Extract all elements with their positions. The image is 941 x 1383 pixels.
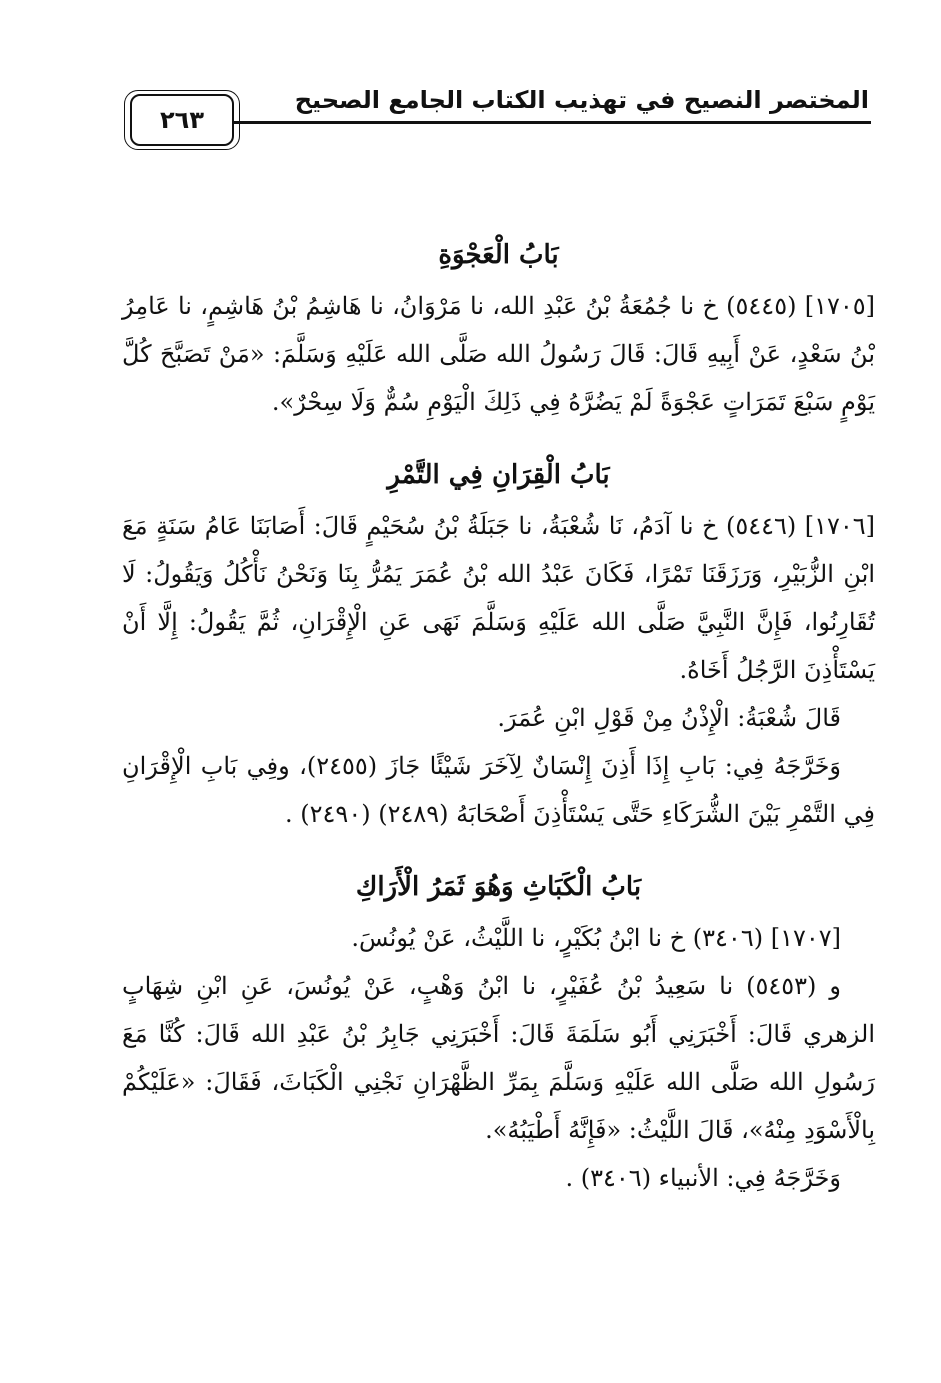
page-number: ٢٦٣ xyxy=(160,106,204,134)
page-number-box xyxy=(130,94,234,146)
page-body xyxy=(122,228,875,1202)
header-rule xyxy=(215,121,871,124)
hadith-1706: [١٧٠٦] (٥٤٤٦) خ نا آدَمُ، نَا شُعْبَةُ، نا جَبَلَةُ بْنُ سُحَيْمٍ قَالَ: أَصَابَنَا عَامُ سَنَةٍ مَعَ ابْنِ الزُّبَيْرِ، وَرَزَقَنَا تَمْرًا، فَكَانَ عَبْدُ الله بْنُ عُمَرَ يَمُرُّ بِنَا وَنَحْنُ نَأْكُلُ وَيَقُولُ: لَا تُقَارِنُوا، فَإِنَّ النَّبِيَّ صَلَّى الله عَلَيْهِ وَسَلَّمَ نَهَى عَنِ الْإِقْرَانِ، ثُمَّ يَقُولُ: إِلَّا أَنْ يَسْتَأْذِنَ الرَّجُلُ أَخَاهُ. xyxy=(122,512,875,684)
chapter-title-ajwa: بَابُ الْعَجْوَةِ xyxy=(438,240,559,270)
section-gap xyxy=(122,838,875,860)
chapter-title-kabath: بَابُ الْكَبَاثِ وَهُوَ ثَمَرُ الْأَرَاكِ xyxy=(355,872,642,902)
hadith-1707: [١٧٠٧] (٣٤٠٦) خ نا ابْنُ بُكَيْرٍ، نا اللَّيْثُ، عَنْ يُونُسَ. xyxy=(351,924,841,952)
takhrij-1707: وَخَرَّجَهُ فِي: الأنبياء (٣٤٠٦) . xyxy=(565,1164,841,1192)
hadith-1705: [١٧٠٥] (٥٤٤٥) خ نا جُمُعَةُ بْنُ عَبْدِ الله، نا مَرْوَانُ، نا هَاشِمُ بْنُ هَاشِمٍ، نا عَامِرُ بْنُ سَعْدٍ، عَنْ أَبِيهِ قَالَ: قَالَ رَسُولُ الله صَلَّى الله عَلَيْهِ وَسَلَّمَ: «مَنْ تَصَبَّحَ كُلَّ يَوْمٍ سَبْعَ تَمَرَاتٍ عَجْوَةً لَمْ يَضُرَّهُ فِي ذَلِكَ الْيَوْمِ سُمٌّ وَلَا سِحْرٌ». xyxy=(122,292,876,416)
takhrij-1706: وَخَرَّجَهُ فِي: بَابِ إِذَا أَذِنَ إِنْسَانٌ لِآخَرَ شَيْئًا جَازَ (٢٤٥٥)، وفِي بَابِ الْإِقْرَانِ فِي التَّمْرِ بَيْنَ الشُّرَكَاءِ حَتَّى يَسْتَأْذِنَ أَصْحَابَهُ (٢٤٨٩) (٢٤٩٠) . xyxy=(122,752,875,828)
hadith-1707-second-chain: و (٥٤٥٣) نا سَعِيدُ بْنُ عُفَيْرٍ، نا ابْنُ وَهْبٍ، عَنْ يُونُسَ، عَنِ ابْنِ شِهَابٍ الزهري قَالَ: أَخْبَرَنِي أَبُو سَلَمَةَ قَالَ: أَخْبَرَنِي جَابِرُ بْنُ عَبْدِ الله قَالَ: كُنَّا مَعَ رَسُولِ الله صَلَّى الله عَلَيْهِ وَسَلَّمَ بِمَرِّ الظَّهْرَانِ نَجْنِي الْكَبَاثَ، فَقَالَ: «عَلَيْكُمْ بِالْأَسْوَدِ مِنْهُ»، قَالَ اللَّيْثُ: «فَإِنَّهُ أَطْيَبُهُ». xyxy=(122,972,875,1144)
running-header-title: المختصر النصيح في تهذيب الكتاب الجامع الصحيح xyxy=(294,86,869,114)
chapter-title-qiran: بَابُ الْقِرَانِ فِي التَّمْرِ xyxy=(387,460,610,490)
section-gap xyxy=(122,426,875,448)
shuba-note: قَالَ شُعْبَةُ: الْإِذْنُ مِنْ قَوْلِ ابْنِ عُمَرَ. xyxy=(497,704,841,732)
